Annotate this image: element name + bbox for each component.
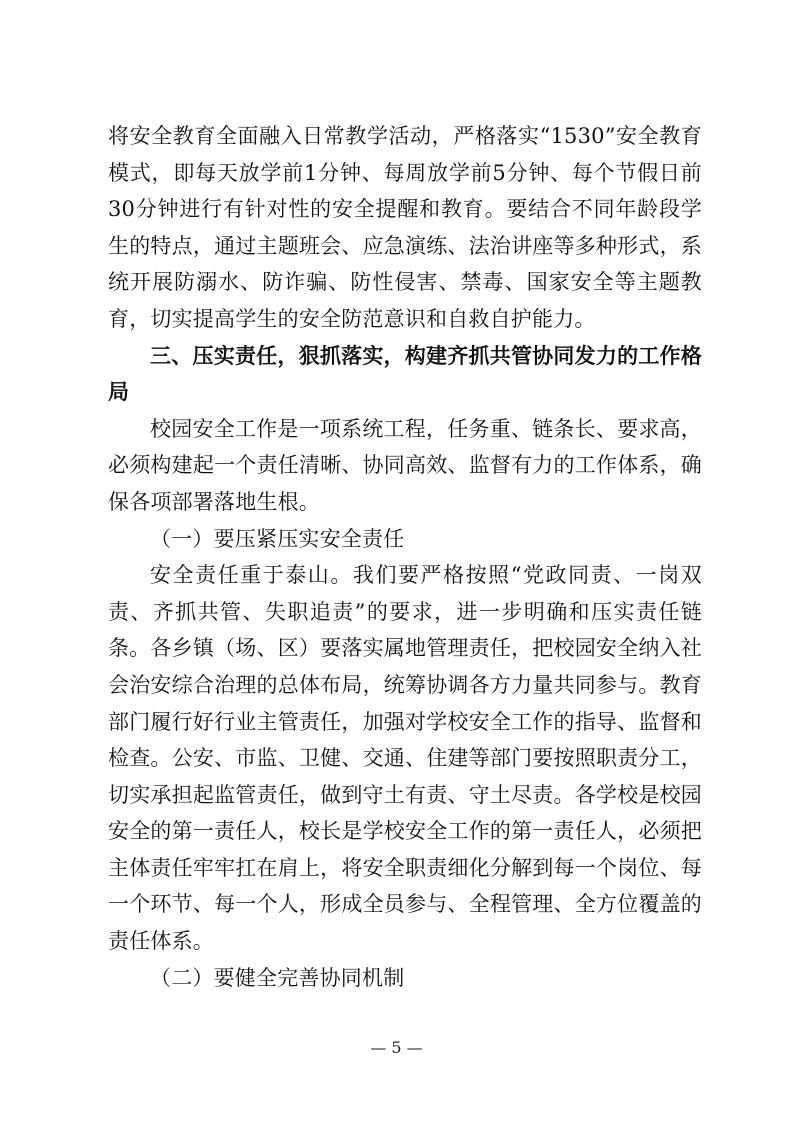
section-heading-three: 三、压实责任，狠抓落实，构建齐抓共管协同发力的工作格局 <box>108 343 702 405</box>
paragraph-responsibility: 安全责任重于泰山。我们要严格按照“党政同责、一岗双责、齐抓共管、失职追责”的要求，进一步明确和压实责任链条。各乡镇（场、区）要落实属地管理责任，把校园安全纳入社会治安综合治理的总体布局，统筹协调各方力量共同参与。教育部门履行好行业主管责任，加强对学校安全工作的指导、监督和检查。公安、市监、卫健、交通、住建等部门要按照职责分工，切实承担起监管责任，做到守土有责、守土尽责。各学校是校园安全的第一责任人，校长是学校安全工作的第一责任人，必须把主体责任牢牢扛在肩上，将安全职责细化分解到每一个岗位、每一个环节、每一个人，形成全员参与、全程管理、全方位覆盖的责任体系。 <box>108 563 702 954</box>
page-number: — 5 — <box>370 1038 423 1057</box>
subheading-one: （一）要压紧压实安全责任 <box>150 526 405 551</box>
subheading-two: （二）要健全完善协同机制 <box>150 965 405 990</box>
document-body <box>108 118 702 996</box>
paragraph-safety-education: 将安全教育全面融入日常教学活动，严格落实“1530”安全教育模式，即每天放学前1分钟、每周放学前5分钟、每个节假日前30分钟进行有针对性的安全提醒和教育。要结合不同年龄段学生的特点，通过主题班会、应急演练、法治讲座等多种形式，系统开展防溺水、防诈骗、防性侵害、禁毒、国家安全等主题教育，切实提高学生的安全防范意识和自救自护能力。 <box>108 124 702 331</box>
paragraph-system-engineering: 校园安全工作是一项系统工程，任务重、链条长、要求高，必须构建起一个责任清晰、协同高效、监督有力的工作体系，确保各项部署落地生根。 <box>108 416 702 514</box>
